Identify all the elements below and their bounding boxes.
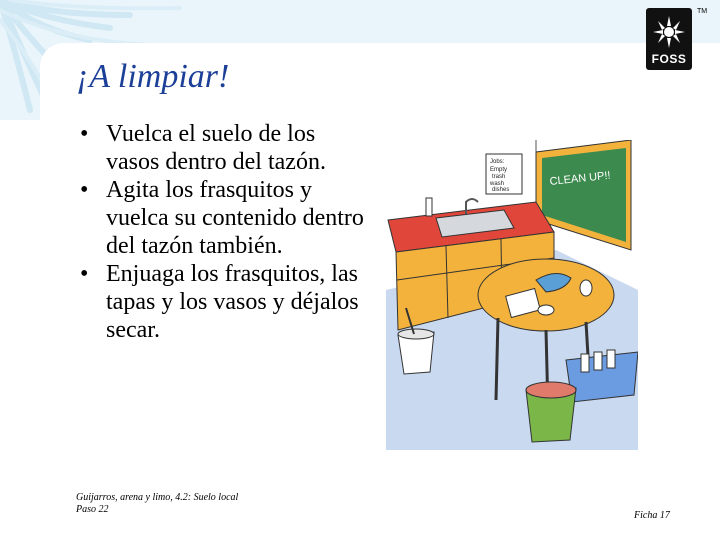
step-line: Paso 22: [76, 504, 109, 515]
bullet-item: • Vuelca el suelo de los vasos dentro del tazón.: [78, 120, 368, 176]
note-line: Empty: [490, 167, 508, 173]
note-line: wash: [490, 181, 505, 187]
chalkboard-text: CLEAN UP!!: [549, 169, 612, 188]
sheet-number: Ficha 17: [634, 510, 670, 521]
page-title: ¡A limpiar!: [76, 58, 230, 95]
note-line: trash: [492, 174, 506, 180]
soap-bottle: [426, 198, 432, 216]
bullet-list: [78, 120, 368, 344]
chalkboard-surface: [542, 148, 626, 242]
note-line: Jobs:: [490, 159, 505, 165]
cup: [538, 305, 554, 315]
logo-text: FOSS: [651, 52, 687, 66]
trademark-mark: TM: [697, 8, 708, 15]
jar: [580, 280, 592, 296]
cleanup-illustration: [386, 140, 638, 450]
bullet-item: • Enjuaga los frasquitos, las tapas y los vasos y déjalos secar.: [78, 260, 368, 344]
table-leg: [496, 318, 498, 400]
sun-icon: [646, 8, 692, 52]
bullet-item: • Agita los frasquitos y vuelca su contenido dentro del tazón también.: [78, 176, 368, 260]
course-line: Guijarros, arena y limo, 4.2: Suelo local: [76, 492, 239, 503]
footer-course-info: [76, 492, 238, 516]
foss-logo: [646, 8, 692, 70]
note-line: dishes: [492, 187, 510, 193]
